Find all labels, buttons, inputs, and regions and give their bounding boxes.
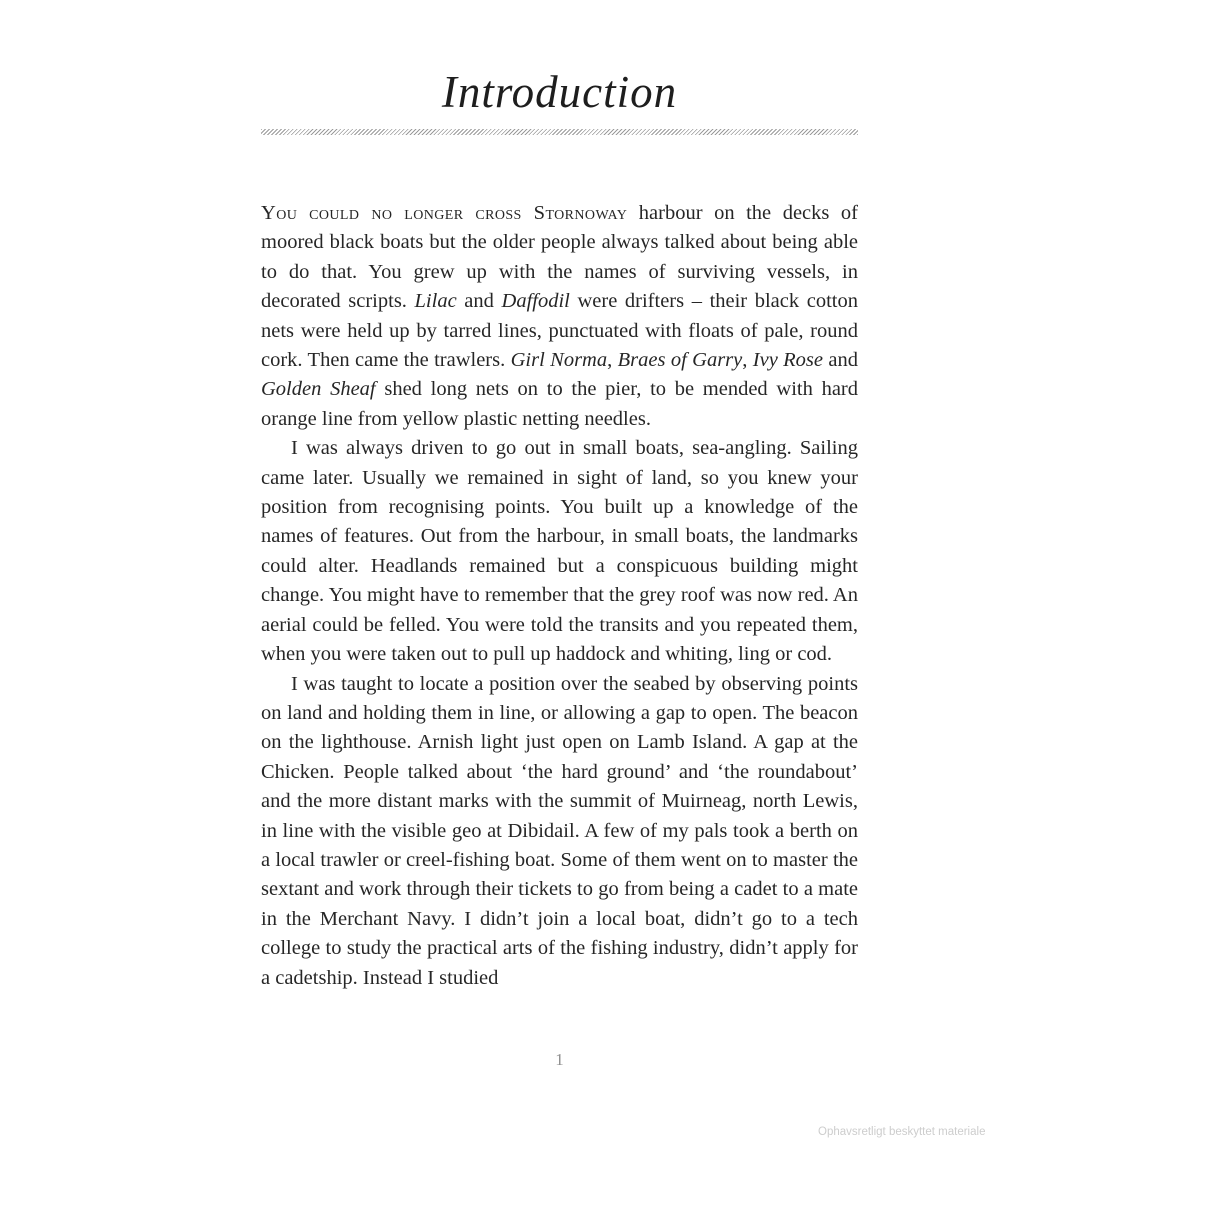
paragraph-2: I was always driven to go out in small boats, sea-angling. Sailing came later. Usually we remained in sight of land, so you knew your position from recognising points. You built up a knowledge of the names of features. Out from the harbour, in small boats, the landmarks could alter. Headlands remained but a conspicuous building might change. You might have to remember that the grey roof was now red. An aerial could be felled. You were told the transits and you repeated them, when you were taken out to pull up haddock and whiting, ling or cod. [261,437,858,666]
text-column [261,0,858,993]
paragraph-1: You could no longer cross Stornoway harbour on the decks of moored black boats but the older people always talked about being able to do that. You grew up with the names of surviving vessels, in decorated scripts. Lilac and Daffodil were drifters – their black cotton nets were held up by tarred lines, punctuated with floats of pale, round cork. Then came the trawlers. Girl Norma, Braes of Garry, Ivy Rose and Golden Sheaf shed long nets on to the pier, to be mended with hard orange line from yellow plastic netting needles. [261,202,858,430]
vessel-name-italic: Ivy Rose [752,349,824,372]
paragraph-3: I was taught to locate a position over the seabed by observing points on land and holding them in line, or allowing a gap to open. The beacon on the lighthouse. Arnish light just open on Lamb Island. A gap at the Chicken. People talked about ‘the hard ground’ and ‘the roundabout’ and the more distant marks with the summit of Muirneag, north Lewis, in line with the visible geo at Dibidail. A few of my pals took a berth on a local trawler or creel-fishing boat. Some of them went on to master the sextant and work through their tickets to go from being a cadet to a mate in the Merchant Navy. I didn’t join a local boat, didn’t go to a tech college to study the practical arts of the fishing industry, didn’t apply for a cadetship. Instead I studied [261,672,858,989]
smallcaps-lead: You could no longer cross Stornoway [261,202,628,224]
vessel-name-italic: Daffodil [501,290,570,313]
title-rule [261,129,858,135]
page-number: 1 [555,1050,564,1069]
chapter-title: Introduction [441,67,678,117]
copyright-notice: Ophavsretligt beskyttet materiale [818,1126,986,1138]
vessel-name-italic: Braes of Garry [617,349,743,372]
vessel-name-italic: Girl Norma [510,349,608,372]
vessel-name-italic: Lilac [414,290,457,313]
body-text [261,199,858,993]
vessel-name-italic: Golden Sheaf [261,378,376,401]
